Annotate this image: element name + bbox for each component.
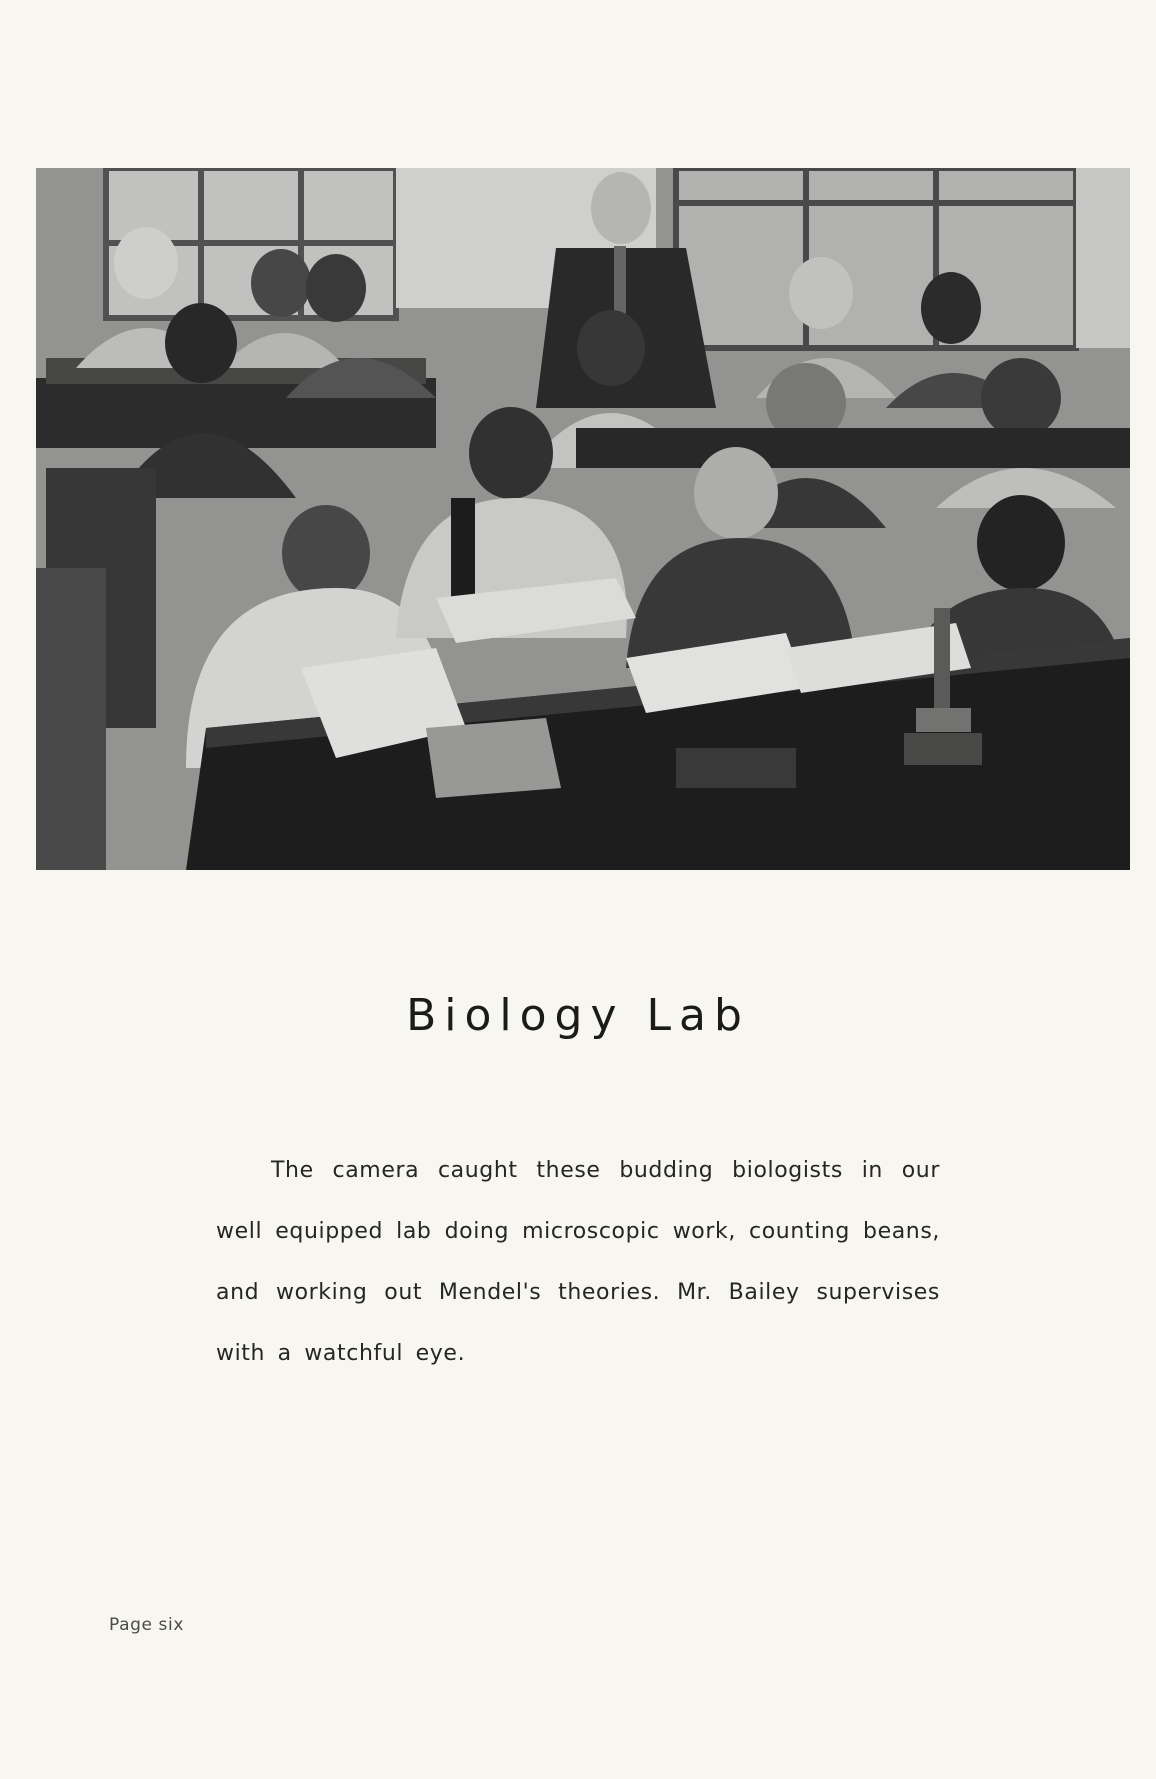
biology-lab-photo	[36, 168, 1130, 870]
photo-caption: The camera caught these budding biologists in our well equipped lab doing microscopic work, counting beans, and working out Mendel's theories. Mr. Bailey supervises with a watchful eye.	[216, 1158, 940, 1366]
page-number: Page six	[109, 1615, 184, 1635]
page-heading: Biology Lab	[406, 990, 750, 1041]
photo-illustration	[36, 168, 1130, 870]
